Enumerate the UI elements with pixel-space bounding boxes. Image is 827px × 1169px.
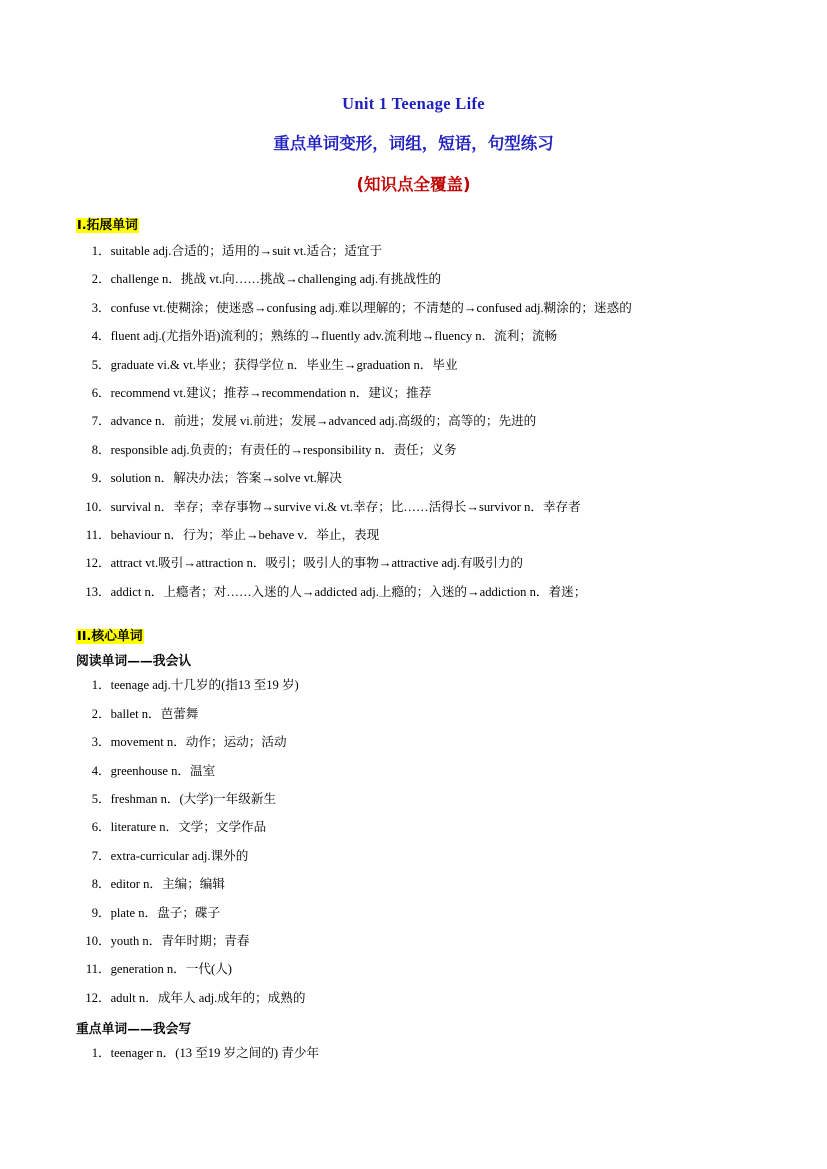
page-subtitle: (知识点全覆盖) (356, 175, 471, 194)
list-item: 9．solution n．解决办法；答案→solve vt.解决 (76, 464, 751, 492)
item-number: 2 (91, 272, 98, 287)
item-number: 1 (91, 244, 98, 258)
item-text: fluent adj.(尤指外语)流利的；熟练的→fluently adv.流利地→fluency n．流利；流畅 (110, 329, 558, 344)
item-text: behaviour n．行为；举止→behave v．举止，表现 (110, 528, 380, 543)
item-text: responsible adj.负责的；有责任的→responsibility n．责任；义务 (110, 442, 457, 457)
item-number: 8 (91, 877, 98, 892)
list-item: 10．survival n．幸存；幸存事物→survive vi.& vt.幸存；比……活得长→survivor n．幸存者 (76, 493, 751, 521)
list-item: 12．adult n．成年人 adj.成年的；成熟的 (76, 984, 751, 1012)
section-heading-expand-words (76, 214, 751, 233)
item-number: 1 (91, 678, 98, 693)
list-item: 11．behaviour n．行为；举止→behave v．举止，表现 (76, 521, 751, 549)
item-number: 4 (91, 329, 98, 344)
list-item: 1．teenage adj.十几岁的(指13 至19 岁) (76, 671, 751, 699)
list-item: 8．responsible adj.负责的；有责任的→responsibility n．责任；义务 (76, 436, 751, 464)
item-number: 5 (91, 357, 98, 372)
item-number: 13 (85, 584, 98, 599)
item-text: greenhouse n．温室 (110, 763, 216, 778)
item-number: 7 (91, 848, 98, 863)
subsection-heading-key-words: 重点单词——我会写 (76, 1022, 192, 1038)
item-text: youth n．青年时期；青春 (110, 933, 250, 948)
list-item: 3．confuse vt.使糊涂；使迷惑→confusing adj.难以理解的；不清楚的→confused adj.糊涂的；迷惑的 (76, 294, 751, 322)
item-number: 8 (91, 442, 98, 457)
item-number: 9 (91, 905, 98, 920)
list-item: 1．teenager n．(13 至19 岁之间的) 青少年 (76, 1039, 751, 1067)
item-text: editor n．主编；编辑 (110, 877, 225, 892)
list-item: 5．graduate vi.& vt.毕业；获得学位 n．毕业生→graduation n．毕业 (76, 351, 751, 379)
item-text: freshman n．(大学)一年级新生 (110, 791, 277, 806)
item-text: literature n．文学；文学作品 (110, 820, 267, 835)
item-text: ballet n．芭蕾舞 (110, 706, 199, 721)
list-item: 2．ballet n．芭蕾舞 (76, 700, 751, 728)
item-number: 6 (91, 820, 98, 835)
page-title-chinese: 重点单词变形，词组，短语，句型练习 (273, 134, 554, 153)
item-text: generation n．一代(人) (110, 962, 232, 977)
key-words-list (76, 1039, 751, 1067)
list-item: 4．fluent adj.(尤指外语)流利的；熟练的→fluently adv.流利地→fluency n．流利；流畅 (76, 322, 751, 350)
list-item: 6．literature n．文学；文学作品 (76, 813, 751, 841)
item-text: extra-curricular adj.课外的 (110, 848, 249, 863)
list-item: 4．greenhouse n．温室 (76, 757, 751, 785)
item-text: attract vt.吸引→attraction n．吸引；吸引人的事物→attractive adj.有吸引力的 (110, 556, 523, 571)
item-number: 11 (85, 962, 98, 977)
item-number: 3 (91, 300, 98, 315)
list-item: 3．movement n．动作；运动；活动 (76, 728, 751, 756)
item-text: recommend vt.建议；推荐→recommendation n．建议；推荐 (110, 386, 432, 401)
item-number: 10 (85, 499, 98, 514)
item-text: adult n．成年人 adj.成年的；成熟的 (110, 990, 306, 1005)
item-number: 11 (85, 528, 98, 543)
item-number: 1 (91, 1046, 98, 1061)
list-item: 12．attract vt.吸引→attraction n．吸引；吸引人的事物→attractive adj.有吸引力的 (76, 549, 751, 577)
item-number: 3 (91, 735, 98, 750)
reading-words-list (76, 671, 751, 1012)
section-heading-expand-words-label: I.拓展单词 (77, 218, 138, 233)
item-number: 4 (91, 763, 98, 778)
list-item: 6．recommend vt.建议；推荐→recommendation n．建议；推荐 (76, 379, 751, 407)
item-text: suitable adj.合适的；适用的→suit vt.适合；适宜于 (110, 244, 383, 258)
item-number: 12 (85, 990, 98, 1005)
expand-words-list (76, 237, 751, 606)
page-title-english: Unit 1 Teenage Life (342, 94, 485, 113)
item-number: 10 (85, 933, 98, 948)
item-number: 2 (91, 706, 98, 721)
item-text: advance n．前进；发展 vi.前进；发展→advanced adj.高级的；高等的；先进的 (110, 414, 537, 429)
item-text: teenager n．(13 至19 岁之间的) 青少年 (110, 1046, 320, 1061)
section-heading-core-words (76, 625, 751, 644)
list-item: 1．suitable adj.合适的；适用的→suit vt.适合；适宜于 (76, 237, 751, 265)
list-item: 8．editor n．主编；编辑 (76, 870, 751, 898)
item-number: 5 (91, 791, 98, 806)
list-item: 5．freshman n．(大学)一年级新生 (76, 785, 751, 813)
item-number: 7 (91, 414, 98, 429)
list-item: 7．advance n．前进；发展 vi.前进；发展→advanced adj.高级的；高等的；先进的 (76, 407, 751, 435)
item-text: solution n．解决办法；答案→solve vt.解决 (110, 471, 342, 486)
item-text: teenage adj.十几岁的(指13 至19 岁) (110, 678, 299, 693)
subsection-heading-reading-words: 阅读单词——我会认 (76, 654, 192, 670)
item-text: addict n．上瘾者；对……入迷的人→addicted adj.上瘾的；入迷的→addiction n．着迷； (110, 584, 587, 599)
list-item: 9．plate n．盘子；碟子 (76, 899, 751, 927)
item-number: 9 (91, 471, 98, 486)
section-heading-core-words-label: II.核心单词 (77, 629, 143, 645)
item-text: graduate vi.& vt.毕业；获得学位 n．毕业生→graduation n．毕业 (110, 357, 458, 372)
item-text: survival n．幸存；幸存事物→survive vi.& vt.幸存；比……活得长→survivor n．幸存者 (110, 499, 581, 514)
list-item: 13．addict n．上瘾者；对……入迷的人→addicted adj.上瘾的；入迷的→addiction n．着迷； (76, 578, 751, 606)
item-text: plate n．盘子；碟子 (110, 905, 221, 920)
list-item: 10．youth n．青年时期；青春 (76, 927, 751, 955)
list-item: 11．generation n．一代(人) (76, 955, 751, 983)
item-number: 12 (85, 556, 98, 571)
item-text: movement n．动作；运动；活动 (110, 735, 287, 750)
item-text: challenge n．挑战 vt.向……挑战→challenging adj.有挑战性的 (110, 272, 442, 287)
list-item: 2．challenge n．挑战 vt.向……挑战→challenging adj.有挑战性的 (76, 265, 751, 293)
list-item: 7．extra-curricular adj.课外的 (76, 842, 751, 870)
item-text: confuse vt.使糊涂；使迷惑→confusing adj.难以理解的；不清楚的→confused adj.糊涂的；迷惑的 (110, 300, 632, 315)
item-number: 6 (91, 386, 98, 401)
